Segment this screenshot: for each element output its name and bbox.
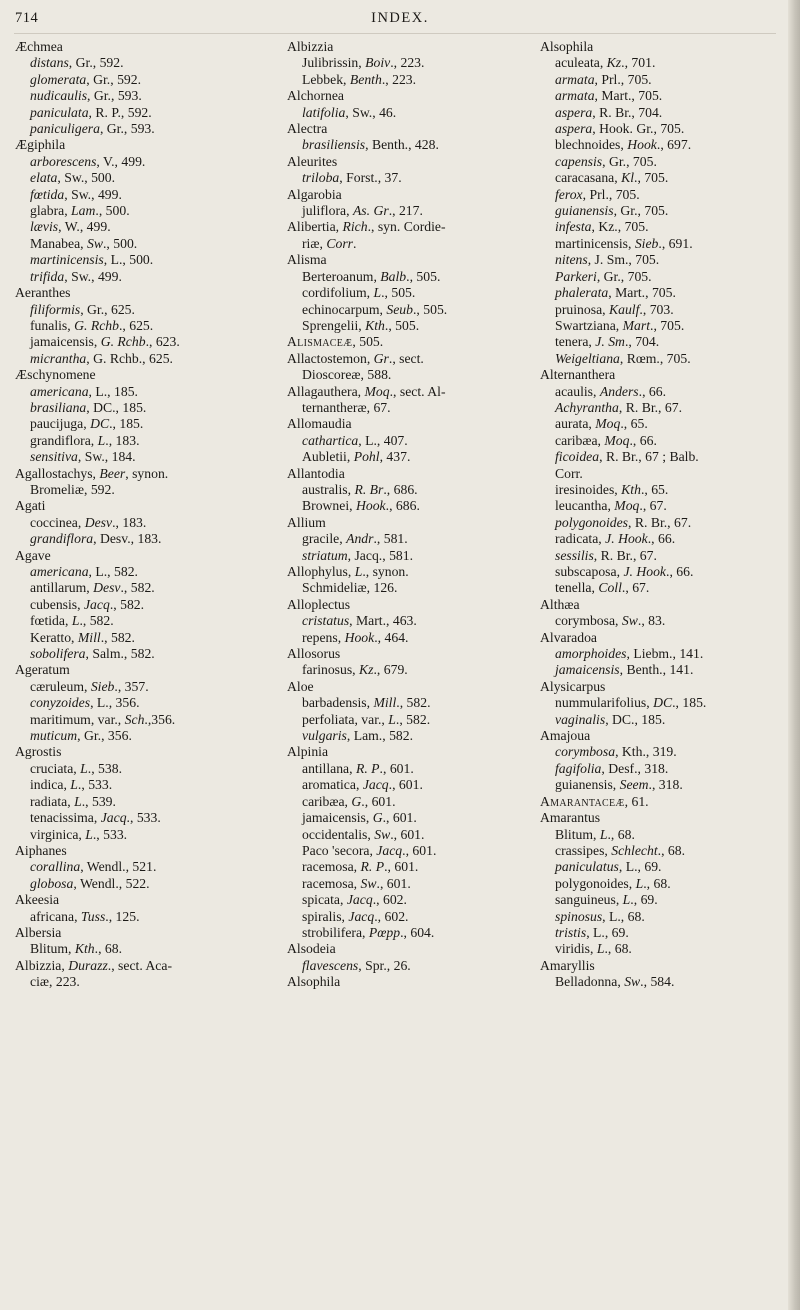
- genus-heading: Aleurites: [287, 153, 338, 169]
- species-entry: jamaicensis, Benth., 141.: [555, 662, 694, 678]
- entry-continuation: Dioscoreæ, 588.: [302, 367, 392, 383]
- genus-heading: Amajoua: [540, 728, 591, 744]
- genus-heading: Amarantus: [540, 810, 601, 826]
- genus-heading: Aloe: [287, 678, 314, 694]
- species-entry: jamaicensis, G., 601.: [302, 810, 417, 826]
- species-entry: Paco 'secora, Jacq., 601.: [302, 842, 437, 858]
- genus-heading: Alisma: [287, 252, 327, 268]
- genus-heading: Amaryllis: [540, 957, 595, 973]
- genus-heading: Alsodeia: [287, 941, 336, 957]
- species-entry: filiformis, Gr., 625.: [30, 301, 135, 317]
- species-entry: muticum, Gr., 356.: [30, 728, 132, 744]
- species-entry: virginica, L., 533.: [30, 826, 128, 842]
- species-entry: glabra, Lam., 500.: [30, 203, 130, 219]
- species-entry: capensis, Gr., 705.: [555, 153, 657, 169]
- genus-heading: Alibertia, Rich., syn. Cordie-: [287, 219, 446, 235]
- genus-heading: Algarobia: [287, 186, 342, 202]
- species-entry: elata, Sw., 500.: [30, 170, 116, 186]
- species-entry: Blitum, Kth., 68.: [30, 941, 123, 957]
- species-entry: phalerata, Mart., 705.: [555, 285, 676, 301]
- species-entry: distans, Gr., 592.: [30, 55, 124, 71]
- entry-continuation: ternantheræ, 67.: [302, 399, 391, 415]
- species-entry: sanguineus, L., 69.: [555, 892, 658, 908]
- header-rule: [14, 33, 776, 34]
- species-entry: pruinosa, Kaulf., 703.: [555, 301, 674, 317]
- genus-heading: Æschynomene: [15, 367, 96, 383]
- species-entry: brasiliana, DC., 185.: [30, 399, 147, 415]
- species-entry: cristatus, Mart., 463.: [302, 613, 417, 629]
- species-entry: caribæa, Moq., 66.: [555, 432, 657, 448]
- genus-heading: Alloplectus: [287, 596, 351, 612]
- entry-continuation: Corr.: [555, 465, 583, 481]
- species-entry: brasiliensis, Benth., 428.: [302, 137, 439, 153]
- species-entry: Lebbek, Benth., 223.: [302, 71, 417, 87]
- species-entry: globosa, Wendl., 522.: [30, 875, 150, 891]
- species-entry: latifolia, Sw., 46.: [302, 104, 397, 120]
- species-entry: caracasana, Kl., 705.: [555, 170, 669, 186]
- genus-heading: Ægiphila: [15, 137, 66, 153]
- index-column-1: [15, 39, 245, 991]
- genus-heading: Aiphanes: [15, 842, 67, 858]
- species-entry: aspera, R. Br., 704.: [555, 104, 663, 120]
- genus-heading: Albizzia, Durazz., sect. Aca-: [15, 957, 173, 973]
- species-entry: Blitum, L., 68.: [555, 826, 635, 842]
- species-entry: indica, L., 533.: [30, 777, 113, 793]
- species-entry: tenacissima, Jacq., 533.: [30, 810, 161, 826]
- genus-heading: Allomaudia: [287, 416, 352, 432]
- genus-heading: Ageratum: [15, 662, 70, 678]
- genus-heading: Agati: [15, 498, 46, 514]
- genus-heading: Agrostis: [15, 744, 62, 760]
- species-entry: nitens, J. Sm., 705.: [555, 252, 660, 268]
- species-entry: coccinea, Desv., 183.: [30, 514, 147, 530]
- entry-continuation: ciæ, 223.: [30, 974, 80, 990]
- genus-heading: Allium: [287, 514, 326, 530]
- species-entry: Aubletii, Pohl, 437.: [302, 449, 411, 465]
- index-column-3: [540, 39, 778, 991]
- species-entry: viridis, L., 68.: [555, 941, 632, 957]
- species-entry: aspera, Hook. Gr., 705.: [555, 121, 685, 137]
- genus-heading: Alsophila: [287, 974, 341, 990]
- species-entry: cathartica, L., 407.: [302, 432, 408, 448]
- species-entry: ferox, Prl., 705.: [555, 186, 640, 202]
- species-entry: paniculata, R. P., 592.: [30, 104, 152, 120]
- species-entry: polygonoides, L., 68.: [555, 875, 671, 891]
- species-entry: spiralis, Jacq., 602.: [302, 908, 409, 924]
- species-entry: aculeata, Kz., 701.: [555, 55, 656, 71]
- species-entry: americana, L., 185.: [30, 383, 138, 399]
- species-entry: polygonoides, R. Br., 67.: [555, 514, 692, 530]
- genus-heading: Alternanthera: [540, 367, 616, 383]
- species-entry: radicata, J. Hook., 66.: [555, 531, 676, 547]
- genus-heading: Alysicarpus: [540, 678, 606, 694]
- species-entry: martinicensis, L., 500.: [30, 252, 154, 268]
- species-entry: juliflora, As. Gr., 217.: [302, 203, 423, 219]
- species-entry: nummularifolius, DC., 185.: [555, 695, 707, 711]
- species-entry: crassipes, Schlecht., 68.: [555, 842, 686, 858]
- species-entry: leucantha, Moq., 67.: [555, 498, 667, 514]
- genus-heading: Alismaceæ, 505.: [287, 334, 384, 350]
- species-entry: arborescens, V., 499.: [30, 153, 146, 169]
- species-entry: paucijuga, DC., 185.: [30, 416, 144, 432]
- species-entry: guianensis, Gr., 705.: [555, 203, 669, 219]
- genus-heading: Æchmea: [15, 39, 63, 54]
- species-entry: maritimum, var., Sch.,356.: [30, 711, 176, 727]
- species-entry: barbadensis, Mill., 582.: [302, 695, 431, 711]
- species-entry: fagifolia, Desf., 318.: [555, 760, 669, 776]
- species-entry: acaulis, Anders., 66.: [555, 383, 667, 399]
- species-entry: racemosa, R. P., 601.: [302, 859, 419, 875]
- species-entry: subscaposa, J. Hook., 66.: [555, 564, 694, 579]
- species-entry: echinocarpum, Seub., 505.: [302, 301, 448, 317]
- species-entry: cruciata, L., 538.: [30, 760, 122, 776]
- page-edge: [788, 0, 800, 1310]
- species-entry: armata, Mart., 705.: [555, 88, 663, 104]
- genus-heading: Aeranthes: [15, 285, 71, 301]
- genus-heading: Allantodia: [287, 465, 345, 481]
- species-entry: strobilifera, Pœpp., 604.: [302, 924, 435, 940]
- species-entry: spinosus, L., 68.: [555, 908, 645, 924]
- species-entry: aromatica, Jacq., 601.: [302, 777, 423, 793]
- species-entry: flavescens, Spr., 26.: [302, 957, 411, 973]
- genus-heading: Alchornea: [287, 88, 345, 104]
- species-entry: vaginalis, DC., 185.: [555, 711, 666, 727]
- species-entry: tristis, L., 69.: [555, 924, 629, 940]
- genus-heading: Alectra: [287, 121, 328, 137]
- species-entry: funalis, G. Rchb., 625.: [30, 317, 154, 333]
- species-entry: iresinoides, Kth., 65.: [555, 481, 669, 497]
- species-entry: sensitiva, Sw., 184.: [30, 449, 136, 465]
- species-entry: perfoliata, var., L., 582.: [302, 711, 431, 727]
- genus-heading: Alvaradoa: [540, 629, 598, 645]
- species-entry: cubensis, Jacq., 582.: [30, 596, 145, 612]
- species-entry: martinicensis, Sieb., 691.: [555, 235, 693, 251]
- species-entry: sessilis, R. Br., 67.: [555, 547, 657, 563]
- species-entry: racemosa, Sw., 601.: [302, 875, 411, 891]
- species-entry: blechnoides, Hook., 697.: [555, 137, 692, 153]
- species-entry: tenera, J. Sm., 704.: [555, 334, 660, 350]
- species-entry: glomerata, Gr., 592.: [30, 71, 142, 87]
- species-entry: farinosus, Kz., 679.: [302, 662, 408, 678]
- species-entry: Berteroanum, Balb., 505.: [302, 268, 441, 284]
- species-entry: radiata, L., 539.: [30, 793, 116, 809]
- species-entry: paniculigera, Gr., 593.: [30, 121, 155, 137]
- genus-heading: Alpinia: [287, 744, 329, 760]
- species-entry: Swartziana, Mart., 705.: [555, 317, 685, 333]
- species-entry: guianensis, Seem., 318.: [555, 777, 683, 793]
- species-entry: americana, L., 582.: [30, 564, 138, 579]
- species-entry: gracile, Andr., 581.: [302, 531, 408, 547]
- genus-heading: Akeesia: [15, 892, 60, 908]
- running-head: INDEX.: [371, 10, 429, 26]
- genus-heading: Amarantaceæ, 61.: [540, 793, 649, 809]
- entry-continuation: Schmideliæ, 126.: [302, 580, 398, 596]
- species-entry: corallina, Wendl., 521.: [30, 859, 157, 875]
- genus-heading: Allophylus, L., synon.: [287, 564, 409, 579]
- species-entry: Manabea, Sw., 500.: [30, 235, 138, 251]
- genus-heading: Althæa: [540, 596, 580, 612]
- genus-heading: Albizzia: [287, 39, 334, 54]
- species-entry: fœtida, L., 582.: [30, 613, 114, 629]
- genus-heading: Agave: [15, 547, 51, 563]
- index-column-2: [287, 39, 527, 991]
- species-entry: micrantha, G. Rchb., 625.: [30, 350, 173, 366]
- species-entry: aurata, Moq., 65.: [555, 416, 648, 432]
- species-entry: cæruleum, Sieb., 357.: [30, 678, 149, 694]
- species-entry: corymbosa, Kth., 319.: [555, 744, 677, 760]
- species-entry: tenella, Coll., 67.: [555, 580, 650, 596]
- species-entry: ficoidea, R. Br., 67 ; Balb.: [555, 449, 699, 465]
- species-entry: Keratto, Mill., 582.: [30, 629, 135, 645]
- species-entry: sobolifera, Salm., 582.: [30, 646, 155, 662]
- species-entry: armata, Prl., 705.: [555, 71, 652, 87]
- species-entry: Weigeltiana, Rœm., 705.: [555, 350, 691, 366]
- species-entry: Parkeri, Gr., 705.: [555, 268, 652, 284]
- species-entry: Brownei, Hook., 686.: [302, 498, 420, 514]
- species-entry: occidentalis, Sw., 601.: [302, 826, 425, 842]
- species-entry: Achyrantha, R. Br., 67.: [555, 399, 682, 415]
- species-entry: Julibrissin, Boiv., 223.: [302, 55, 425, 71]
- entry-continuation: Bromeliæ, 592.: [30, 481, 115, 497]
- species-entry: fœtida, Sw., 499.: [30, 186, 122, 202]
- species-entry: striatum, Jacq., 581.: [302, 547, 414, 563]
- genus-heading: Allagauthera, Moq., sect. Al-: [287, 383, 446, 399]
- species-entry: grandiflora, L., 183.: [30, 432, 140, 448]
- species-entry: Belladonna, Sw., 584.: [555, 974, 675, 990]
- species-entry: jamaicensis, G. Rchb., 623.: [30, 334, 180, 350]
- species-entry: trifida, Sw., 499.: [30, 268, 122, 284]
- species-entry: paniculatus, L., 69.: [555, 859, 662, 875]
- genus-heading: Allactostemon, Gr., sect.: [287, 350, 424, 366]
- species-entry: antillana, R. P., 601.: [302, 760, 414, 776]
- species-entry: spicata, Jacq., 602.: [302, 892, 407, 908]
- species-entry: corymbosa, Sw., 83.: [555, 613, 666, 629]
- species-entry: triloba, Forst., 37.: [302, 170, 402, 186]
- species-entry: antillarum, Desv., 582.: [30, 580, 155, 596]
- entry-continuation: riæ, Corr.: [302, 235, 357, 251]
- species-entry: caribæa, G., 601.: [302, 793, 396, 809]
- species-entry: infesta, Kz., 705.: [555, 219, 649, 235]
- species-entry: conyzoides, L., 356.: [30, 695, 140, 711]
- species-entry: amorphoides, Liebm., 141.: [555, 646, 704, 662]
- species-entry: cordifolium, L., 505.: [302, 285, 416, 301]
- genus-heading: Allosorus: [287, 646, 341, 662]
- species-entry: repens, Hook., 464.: [302, 629, 409, 645]
- species-entry: vulgaris, Lam., 582.: [302, 728, 414, 744]
- species-entry: lævis, W., 499.: [30, 219, 111, 235]
- species-entry: africana, Tuss., 125.: [30, 908, 140, 924]
- page-number: 714: [15, 10, 39, 26]
- species-entry: grandiflora, Desv., 183.: [30, 531, 162, 547]
- species-entry: australis, R. Br., 686.: [302, 481, 418, 497]
- species-entry: nudicaulis, Gr., 593.: [30, 88, 142, 104]
- genus-heading: Agallostachys, Beer, synon.: [15, 465, 169, 481]
- species-entry: Sprengelii, Kth., 505.: [302, 317, 420, 333]
- genus-heading: Albersia: [15, 924, 62, 940]
- genus-heading: Alsophila: [540, 39, 594, 54]
